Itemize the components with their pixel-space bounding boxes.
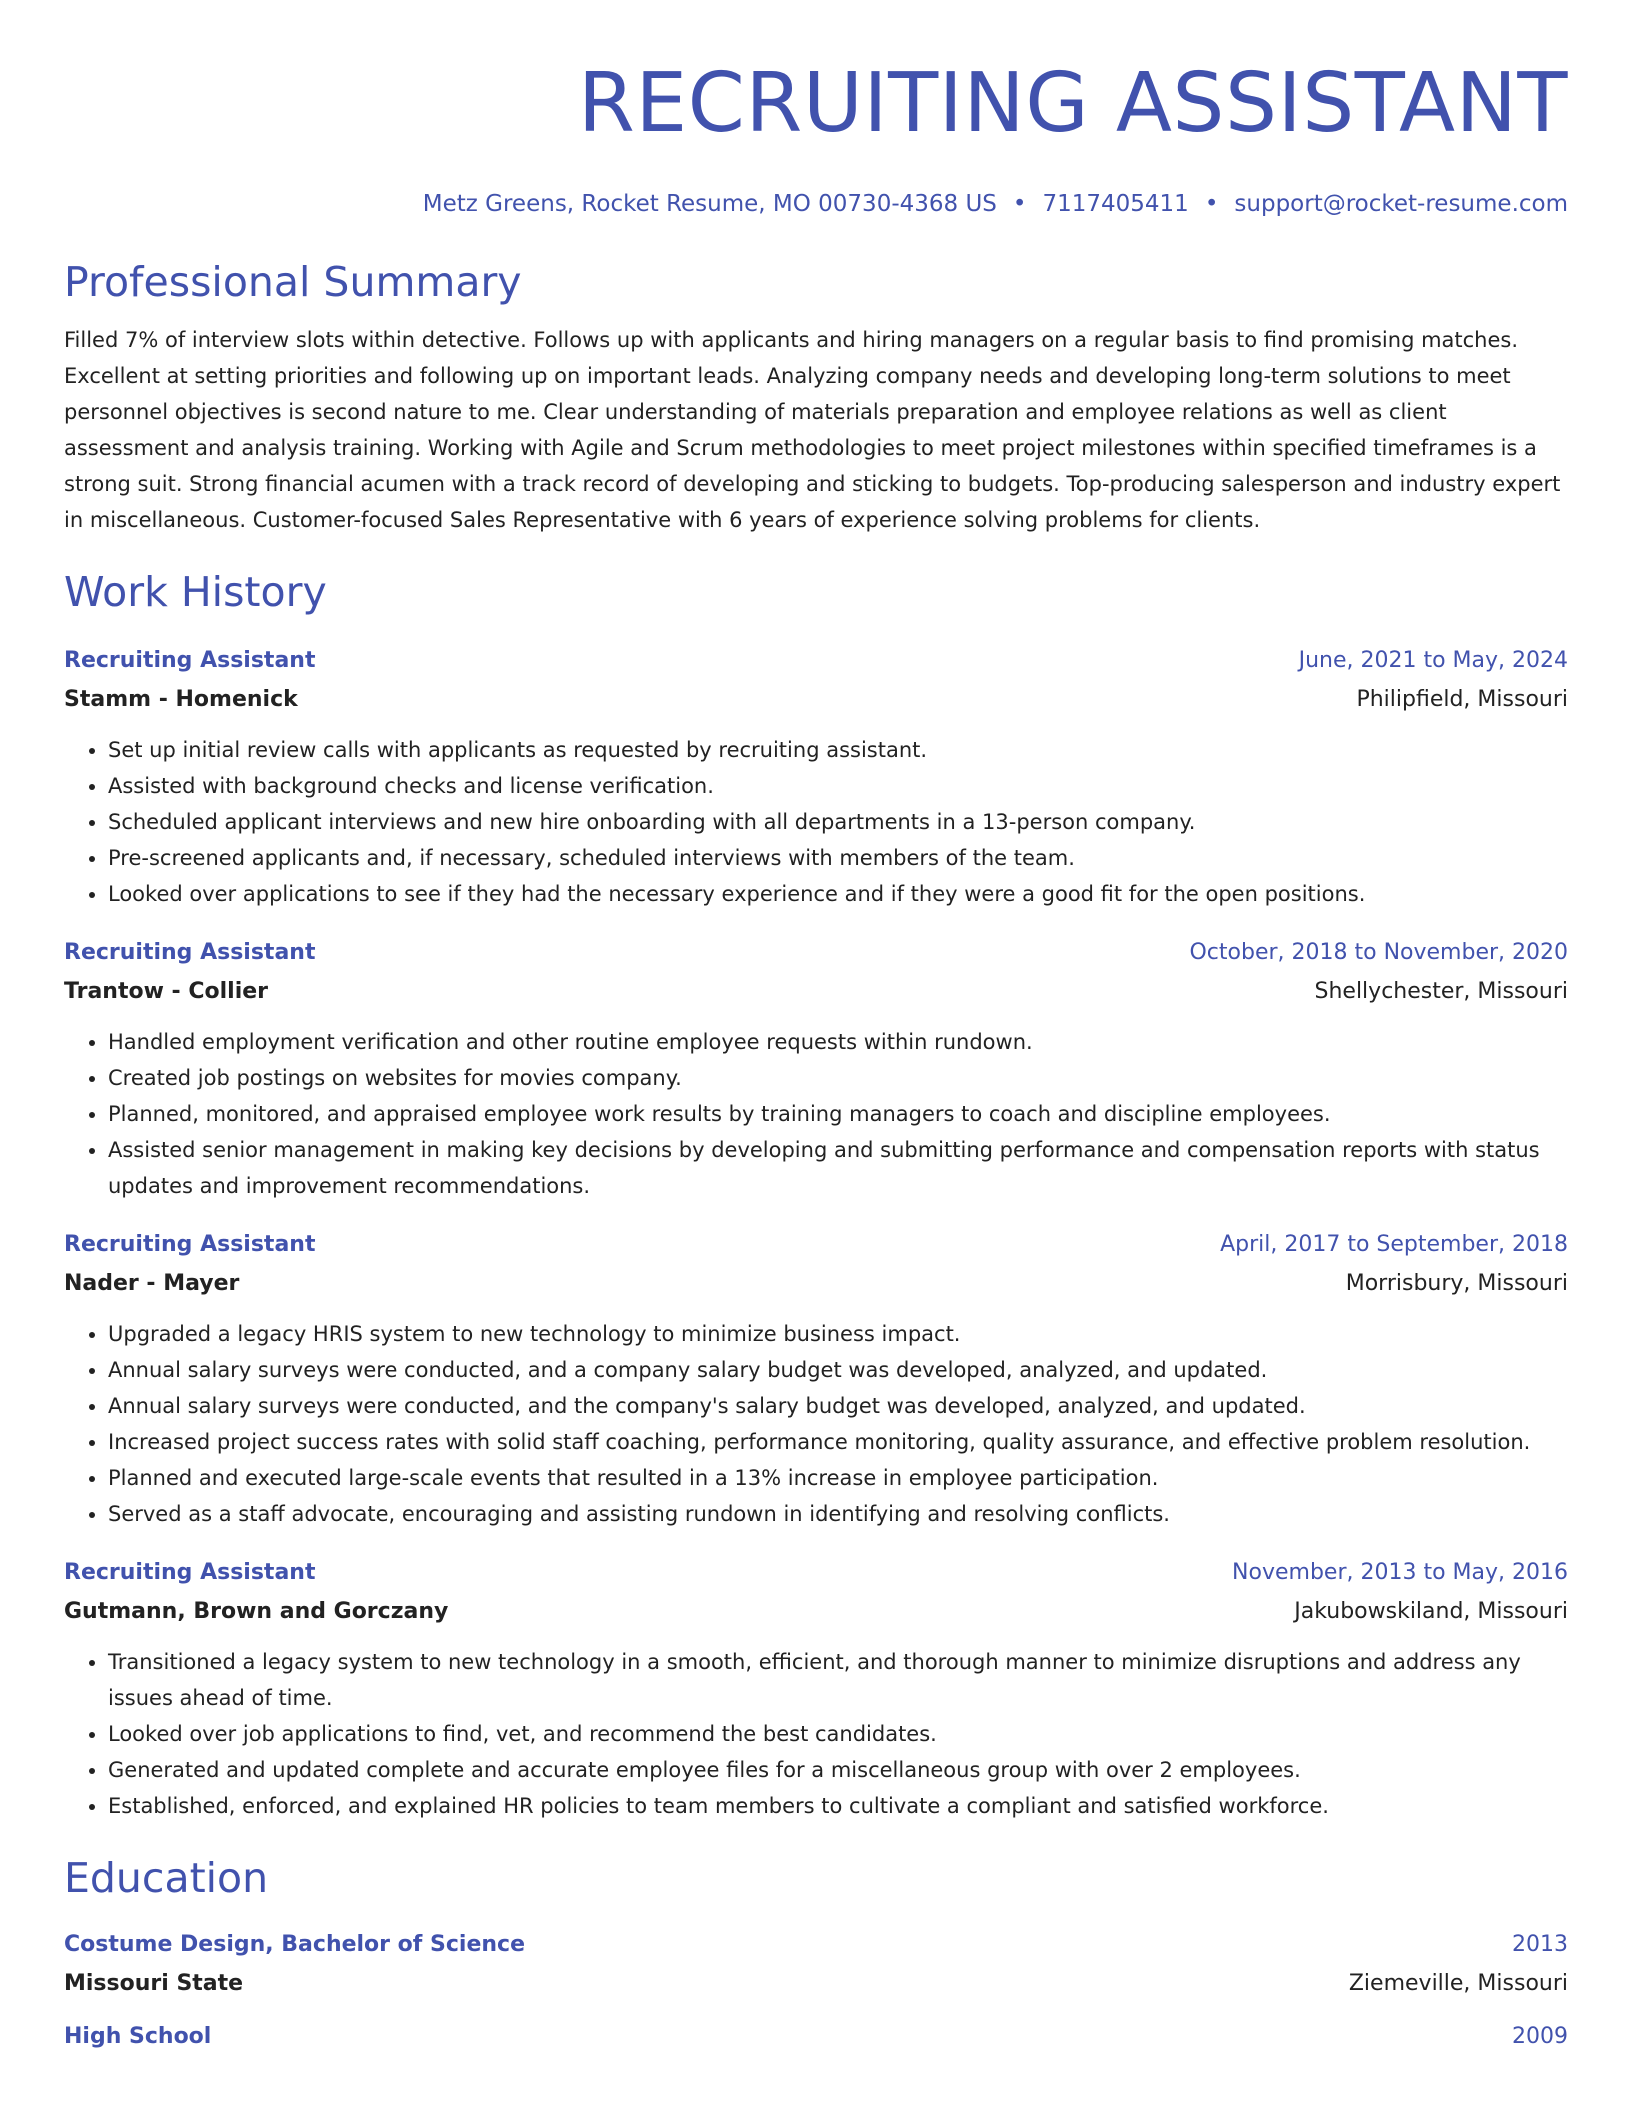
job-bullet: • Planned, monitored, and appraised employee work results by training managers to coach and discipline employees. bbox=[108, 1096, 1568, 1132]
job-bullet: • Created job postings on websites for movies company. bbox=[108, 1060, 1568, 1096]
job-bullet: • Looked over applications to see if they had the necessary experience and if they were a good fit for the open positions. bbox=[108, 876, 1568, 912]
education-degree: Costume Design, Bachelor of Science bbox=[64, 1932, 526, 1957]
job-role: Recruiting Assistant bbox=[64, 648, 316, 673]
job-bullet: • Established, enforced, and explained HR policies to team members to cultivate a compliant and satisfied workforce. bbox=[108, 1788, 1568, 1824]
job-bullet: • Pre-screened applicants and, if necessary, scheduled interviews with members of the team. bbox=[108, 840, 1568, 876]
education-heading: Education bbox=[64, 1854, 269, 1902]
job-bullet: • Upgraded a legacy HRIS system to new technology to minimize business impact. bbox=[108, 1316, 1568, 1352]
contact-email: support@rocket-resume.com bbox=[1234, 191, 1568, 217]
job-company: Nader - Mayer bbox=[64, 1271, 240, 1296]
resume-page bbox=[64, 0, 1568, 2056]
job-role: Recruiting Assistant bbox=[64, 1560, 316, 1585]
job-location: Morrisbury, Missouri bbox=[1345, 1271, 1568, 1296]
work-history-heading: Work History bbox=[64, 568, 327, 616]
job-location: Shellychester, Missouri bbox=[1314, 979, 1568, 1004]
job-bullet: • Transitioned a legacy system to new technology in a smooth, efficient, and thorough manner to minimize disruptions and address any issues ahead of time. bbox=[108, 1644, 1568, 1716]
job-bullet: • Assisted senior management in making key decisions by developing and submitting performance and compensation reports with status updates and improvement recommendations. bbox=[108, 1132, 1568, 1204]
job-role: Recruiting Assistant bbox=[64, 940, 316, 965]
education-location: Ziemeville, Missouri bbox=[1348, 1971, 1568, 1996]
job-bullet: • Planned and executed large-scale events that resulted in a 13% increase in employee participation. bbox=[108, 1460, 1568, 1496]
job-bullet: • Handled employment verification and other routine employee requests within rundown. bbox=[108, 1024, 1568, 1060]
job-role: Recruiting Assistant bbox=[64, 1232, 316, 1257]
job-dates: June, 2021 to May, 2024 bbox=[1298, 648, 1568, 673]
job-bullet: • Looked over job applications to find, vet, and recommend the best candidates. bbox=[108, 1716, 1568, 1752]
contact-separator: • bbox=[1012, 191, 1027, 217]
summary-heading: Professional Summary bbox=[64, 258, 522, 306]
job-bullet: • Served as a staff advocate, encouraging and assisting rundown in identifying and resolving conflicts. bbox=[108, 1496, 1568, 1532]
job-company: Trantow - Collier bbox=[64, 979, 269, 1004]
education-year: 2009 bbox=[1512, 2024, 1568, 2049]
job-company: Stamm - Homenick bbox=[64, 687, 298, 712]
job-company: Gutmann, Brown and Gorczany bbox=[64, 1599, 449, 1624]
contact-separator: • bbox=[1204, 191, 1219, 217]
job-bullets bbox=[64, 1644, 1568, 1824]
contact-address: Metz Greens, Rocket Resume, MO 00730-4368 US bbox=[422, 191, 997, 217]
job-bullet: • Increased project success rates with solid staff coaching, performance monitoring, quality assurance, and effective problem resolution. bbox=[108, 1424, 1568, 1460]
contact-phone: 7117405411 bbox=[1042, 191, 1189, 217]
education-entry bbox=[64, 1926, 1568, 2004]
job-bullet: • Annual salary surveys were conducted, and the company's salary budget was developed, analyzed, and updated. bbox=[108, 1388, 1568, 1424]
job-location: Philipfield, Missouri bbox=[1356, 687, 1568, 712]
job-entry bbox=[64, 642, 1568, 912]
job-entry bbox=[64, 934, 1568, 1204]
job-bullet: • Generated and updated complete and accurate employee files for a miscellaneous group with over 2 employees. bbox=[108, 1752, 1568, 1788]
education-year: 2013 bbox=[1512, 1932, 1568, 1957]
job-bullet: • Scheduled applicant interviews and new hire onboarding with all departments in a 13-person company. bbox=[108, 804, 1568, 840]
job-bullet: • Annual salary surveys were conducted, and a company salary budget was developed, analyzed, and updated. bbox=[108, 1352, 1568, 1388]
summary-text: Filled 7% of interview slots within detective. Follows up with applicants and hiring managers on a regular basis to find promising matches. Excellent at setting priorities and following up on important leads. Analyzing company needs and developing long-term solutions to meet personnel objectives is second nature to me. Clear understanding of materials preparation and employee relations as well as client assessment and analysis training. Working with Agile and Scrum methodologies to meet project milestones within specified timeframes is a strong suit. Strong financial acumen with a track record of developing and sticking to budgets. Top-producing salesperson and industry expert in miscellaneous. Customer-focused Sales Representative with 6 years of experience solving problems for clients. bbox=[64, 328, 1561, 532]
education-entry bbox=[64, 2018, 1568, 2056]
education-school: Missouri State bbox=[64, 1971, 244, 1996]
education-degree: High School bbox=[64, 2024, 212, 2049]
job-entry bbox=[64, 1226, 1568, 1532]
job-bullet: • Set up initial review calls with applicants as requested by recruiting assistant. bbox=[108, 732, 1568, 768]
job-dates: November, 2013 to May, 2016 bbox=[1232, 1560, 1568, 1585]
job-dates: October, 2018 to November, 2020 bbox=[1189, 940, 1568, 965]
contact-line bbox=[64, 188, 1568, 220]
job-location: Jakubowskiland, Missouri bbox=[1294, 1599, 1568, 1624]
job-bullet: • Assisted with background checks and license verification. bbox=[108, 768, 1568, 804]
job-bullets bbox=[64, 732, 1568, 912]
job-dates: April, 2017 to September, 2018 bbox=[1220, 1232, 1568, 1257]
resume-name: RECRUITING ASSISTANT bbox=[577, 56, 1568, 151]
job-entry bbox=[64, 1554, 1568, 1824]
job-bullets bbox=[64, 1316, 1568, 1532]
job-bullets bbox=[64, 1024, 1568, 1204]
